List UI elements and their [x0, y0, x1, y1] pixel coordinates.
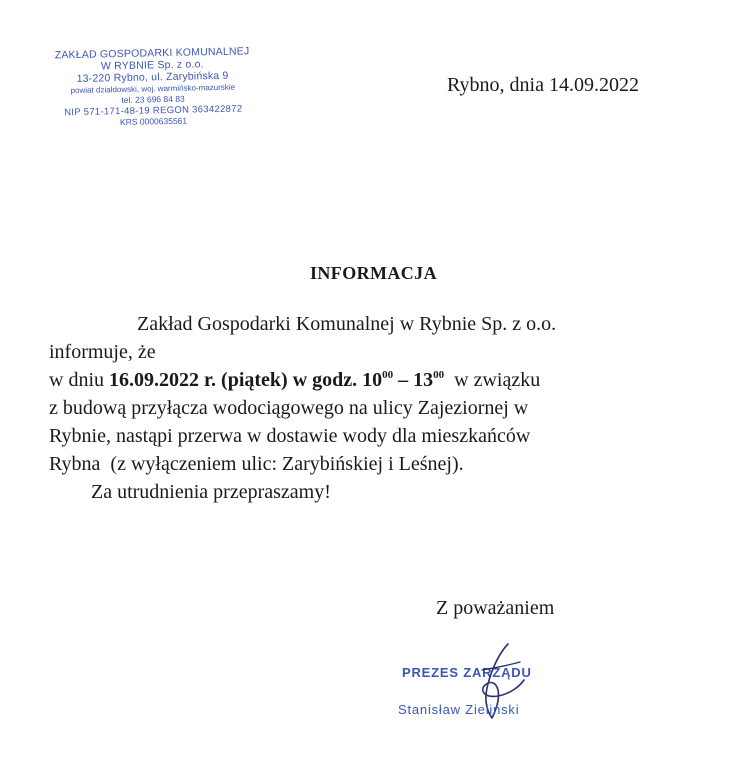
stamp-phone: tel. 23 696 84 83 — [121, 93, 185, 106]
body-date-prefix: w dniu — [49, 369, 109, 391]
document-body — [49, 310, 729, 506]
start-hour: 10 — [362, 369, 383, 391]
body-paragraph-2: informuje, że — [49, 341, 156, 363]
stamp-company-name: ZAKŁAD GOSPODARKI KOMUNALNEJ — [54, 45, 250, 62]
stamp-address: 13-220 Rybno, ul. Zarybińska 9 — [76, 69, 229, 85]
body-paragraph-5: Rybnie, nastąpi przerwa w dostawie wody dla mieszkańców — [49, 425, 531, 447]
company-stamp — [26, 45, 280, 130]
stamp-tax-ids: NIP 571-171-48-19 REGON 363422872 — [64, 103, 243, 119]
signatory-title: PREZES ZARZĄDU — [402, 665, 532, 680]
end-hour: 13 — [413, 369, 434, 391]
stamp-krs: KRS 0000635561 — [119, 115, 188, 128]
document-title: INFORMACJA — [310, 263, 437, 283]
end-minutes: 00 — [433, 369, 445, 381]
body-paragraph-4: z budową przyłącza wodociągowego na ulicy Zajeziornej w — [49, 397, 529, 419]
signatory-name: Stanisław Zieliński — [398, 702, 520, 717]
body-apology: Za utrudnienia przepraszamy! — [91, 481, 331, 503]
document-date: Rybno, dnia 14.09.2022 — [447, 74, 639, 96]
body-date-suffix: w związku — [444, 369, 541, 391]
stamp-region: powiat działdowski, woj. warmińsko-mazurskie — [70, 82, 236, 96]
body-date-time — [109, 369, 444, 391]
start-minutes: 00 — [382, 369, 394, 381]
time-dash: – — [393, 369, 414, 391]
body-date-text: 16.09.2022 r. (piątek) w godz. — [109, 369, 363, 391]
body-paragraph-1: Zakład Gospodarki Komunalnej w Rybnie Sp. z o.o. — [137, 313, 557, 335]
stamp-company-location: W RYBNIE Sp. z o.o. — [100, 58, 204, 73]
closing-phrase: Z poważaniem — [436, 597, 555, 619]
body-paragraph-3 — [49, 366, 729, 394]
body-paragraph-6: Rybna (z wyłączeniem ulic: Zarybińskiej i Leśnej). — [49, 453, 464, 475]
